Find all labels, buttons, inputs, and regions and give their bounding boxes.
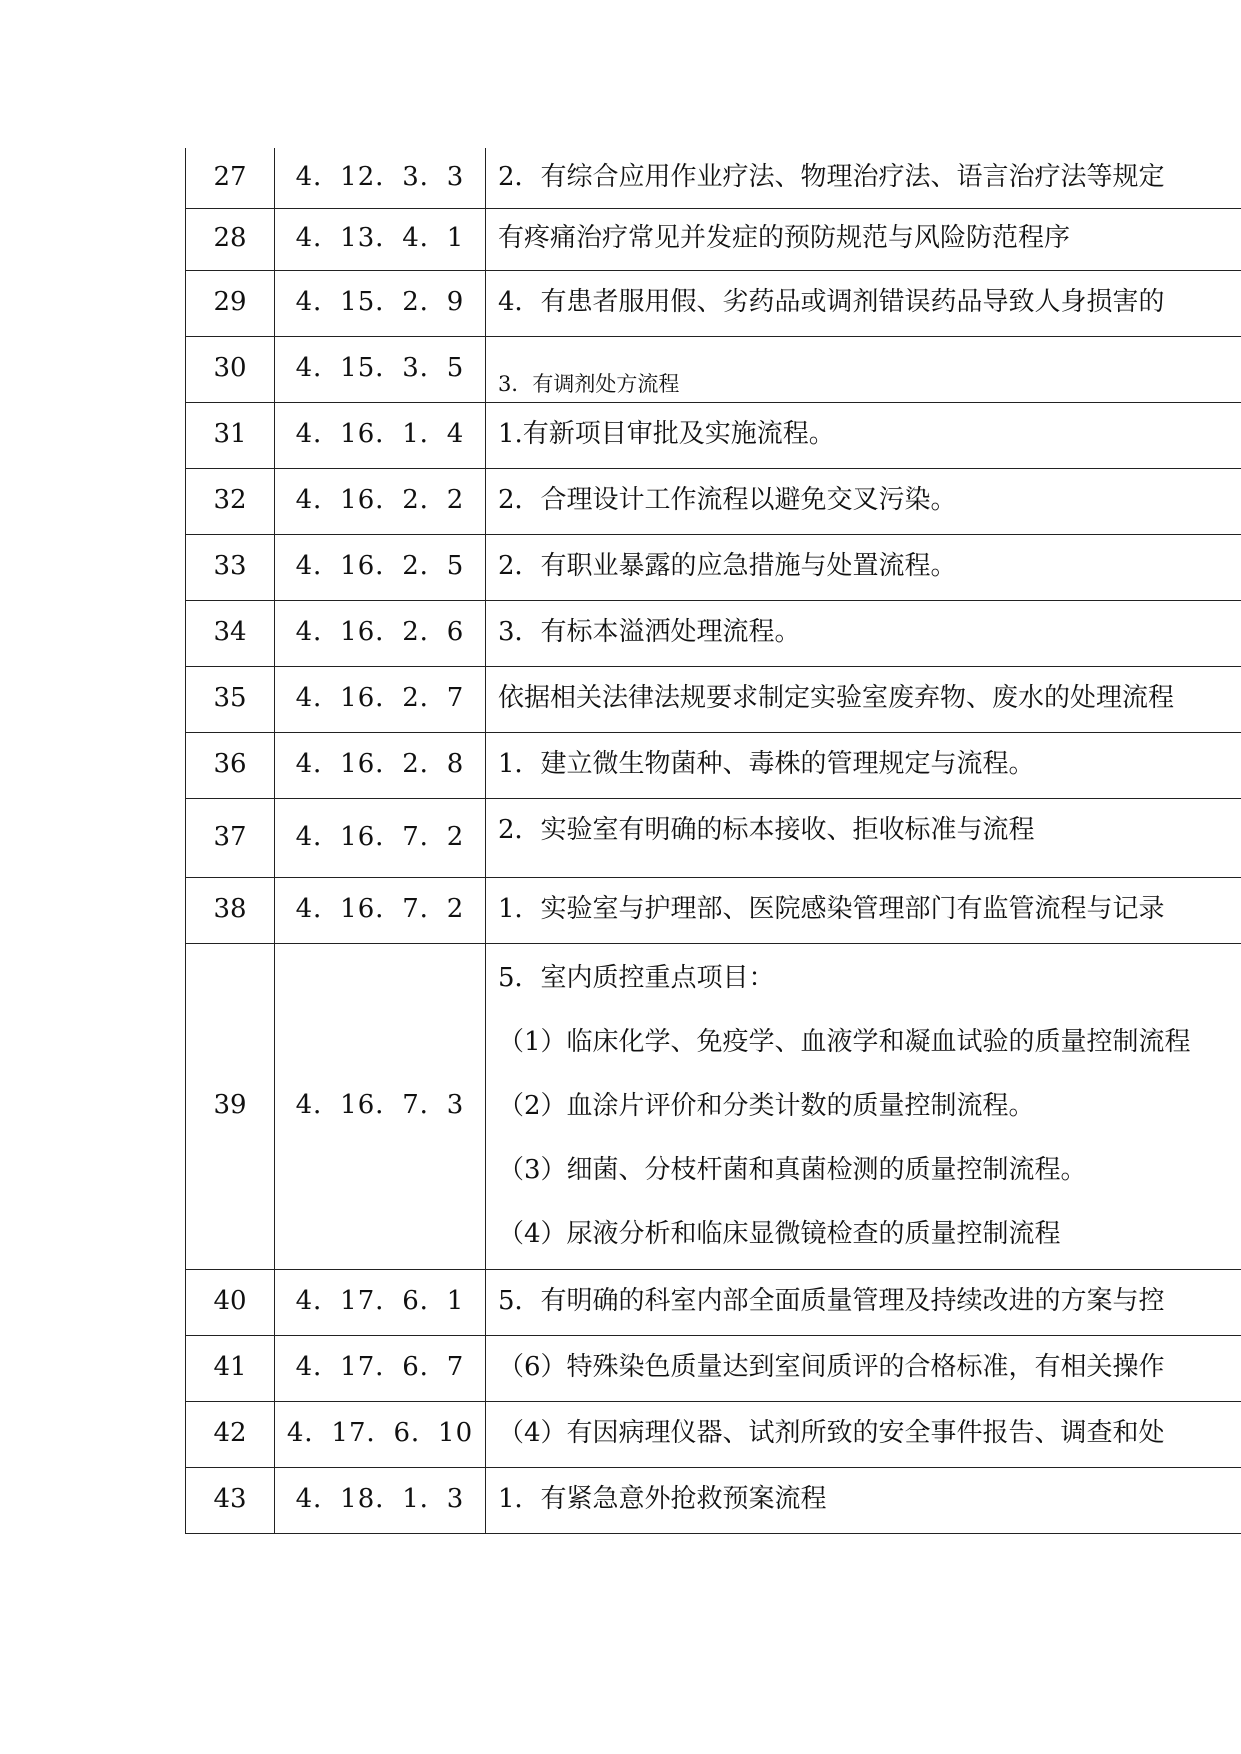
row-number: 33 xyxy=(186,534,275,600)
description-line: （3）细菌、分枝杆菌和真菌检测的质量控制流程。 xyxy=(498,1155,1087,1185)
description-line: （1）临床化学、免疫学、血液学和凝血试验的质量控制流程 xyxy=(498,1027,1191,1057)
clause-code: 4．16．2．8 xyxy=(275,732,486,798)
table-row xyxy=(186,943,1241,1269)
table-row xyxy=(186,208,1241,270)
process-table xyxy=(185,148,1241,1534)
row-number: 38 xyxy=(186,877,275,943)
clause-code: 4．17．6．10 xyxy=(275,1401,486,1467)
row-number: 32 xyxy=(186,468,275,534)
clause-code: 4．13．4．1 xyxy=(275,208,486,270)
clause-code: 4．17．6．1 xyxy=(275,1269,486,1335)
clause-code: 4．16．2．7 xyxy=(275,666,486,732)
row-number: 27 xyxy=(186,148,275,208)
clause-code: 4．18．1．3 xyxy=(275,1467,486,1533)
row-number: 37 xyxy=(186,798,275,877)
clause-description: 2．有职业暴露的应急措施与处置流程。 xyxy=(486,534,1241,600)
clause-description: 4．有患者服用假、劣药品或调剂错误药品导致人身损害的 xyxy=(486,270,1241,336)
table-row xyxy=(186,336,1241,402)
table-row xyxy=(186,666,1241,732)
clause-description: 1．建立微生物菌种、毒株的管理规定与流程。 xyxy=(486,732,1241,798)
description-line: （4）尿液分析和临床显微镜检查的质量控制流程 xyxy=(498,1219,1061,1249)
table-row xyxy=(186,1269,1241,1335)
row-number: 35 xyxy=(186,666,275,732)
clause-code: 4．16．2．2 xyxy=(275,468,486,534)
row-number: 39 xyxy=(186,943,275,1269)
clause-code: 4．16．7．2 xyxy=(275,798,486,877)
row-number: 42 xyxy=(186,1401,275,1467)
clause-code: 4．15．3．5 xyxy=(275,336,486,402)
description-line: （2）血涂片评价和分类计数的质量控制流程。 xyxy=(498,1091,1035,1121)
clause-description: 5．有明确的科室内部全面质量管理及持续改进的方案与控 xyxy=(486,1269,1241,1335)
row-number: 41 xyxy=(186,1335,275,1401)
clause-code: 4．16．7．3 xyxy=(275,943,486,1269)
clause-description: （4）有因病理仪器、试剂所致的安全事件报告、调查和处 xyxy=(486,1401,1241,1467)
clause-code: 4．12．3．3 xyxy=(275,148,486,208)
row-number: 43 xyxy=(186,1467,275,1533)
table-row xyxy=(186,402,1241,468)
clause-description: 1．实验室与护理部、医院感染管理部门有监管流程与记录 xyxy=(486,877,1241,943)
clause-code: 4．17．6．7 xyxy=(275,1335,486,1401)
clause-code: 4．16．7．2 xyxy=(275,877,486,943)
row-number: 31 xyxy=(186,402,275,468)
table-row xyxy=(186,1467,1241,1533)
clause-description: 3．有标本溢洒处理流程。 xyxy=(486,600,1241,666)
table-row xyxy=(186,600,1241,666)
clause-description: 1．有紧急意外抢救预案流程 xyxy=(486,1467,1241,1533)
clause-description: （6）特殊染色质量达到室间质评的合格标准，有相关操作 xyxy=(486,1335,1241,1401)
clause-description: 依据相关法律法规要求制定实验室废弃物、废水的处理流程 xyxy=(486,666,1241,732)
clause-description: 有疼痛治疗常见并发症的预防规范与风险防范程序 xyxy=(486,208,1241,270)
clause-description: 1.有新项目审批及实施流程。 xyxy=(486,402,1241,468)
description-line: 5．室内质控重点项目： xyxy=(498,963,775,993)
table-row xyxy=(186,732,1241,798)
row-number: 34 xyxy=(186,600,275,666)
clause-description: 2．合理设计工作流程以避免交叉污染。 xyxy=(486,468,1241,534)
row-number: 29 xyxy=(186,270,275,336)
clause-code: 4．16．2．6 xyxy=(275,600,486,666)
table-row xyxy=(186,534,1241,600)
row-number: 30 xyxy=(186,336,275,402)
clause-description: 2．有综合应用作业疗法、物理治疗法、语言治疗法等规定 xyxy=(486,148,1241,208)
clause-description xyxy=(486,943,1241,1269)
clause-code: 4．16．2．5 xyxy=(275,534,486,600)
clause-description: 2．实验室有明确的标本接收、拒收标准与流程 xyxy=(486,798,1241,877)
table-row xyxy=(186,798,1241,877)
table-row xyxy=(186,877,1241,943)
row-number: 40 xyxy=(186,1269,275,1335)
table-row xyxy=(186,148,1241,208)
clause-description: 3．有调剂处方流程 xyxy=(486,336,1241,402)
clause-code: 4．15．2．9 xyxy=(275,270,486,336)
row-number: 28 xyxy=(186,208,275,270)
table-row xyxy=(186,468,1241,534)
clause-code: 4．16．1．4 xyxy=(275,402,486,468)
row-number: 36 xyxy=(186,732,275,798)
table-row xyxy=(186,270,1241,336)
table-row xyxy=(186,1401,1241,1467)
table-row xyxy=(186,1335,1241,1401)
